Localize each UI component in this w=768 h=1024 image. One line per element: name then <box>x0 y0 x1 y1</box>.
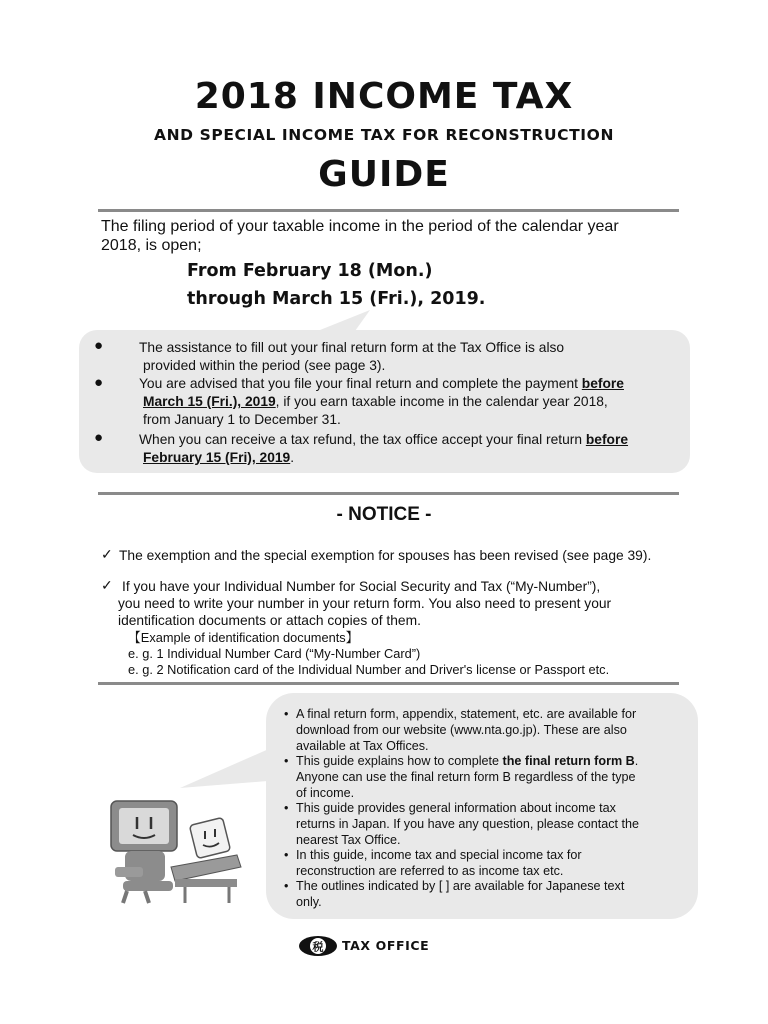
info-item: • The outlines indicated by [ ] are available for Japanese text only. <box>284 879 625 909</box>
example-item: e. g. 1 Individual Number Card (“My-Number Card”) <box>128 646 421 661</box>
bullet-dot: • <box>284 801 289 815</box>
tax-office-label: TAX OFFICE <box>342 938 430 953</box>
notice-item: The exemption and the special exemption for spouses has been revised (see page 39). <box>119 548 652 563</box>
bullet-dot: ● <box>94 374 104 391</box>
bullet-dot: ● <box>94 337 104 354</box>
notice-item: If you have your Individual Number for Social Security and Tax (“My-Number”), you need to write your number in your return form. You also need to present your identification documents or attach copies of them. <box>118 579 612 628</box>
document-subtitle: AND SPECIAL INCOME TAX FOR RECONSTRUCTION <box>153 126 615 144</box>
info-item: • A final return form, appendix, statement, etc. are available for download from our website (www.nta.go.jp). These are also available at Tax Offices. <box>284 707 637 753</box>
bullet-dot: • <box>284 879 289 893</box>
divider <box>98 209 679 212</box>
filing-intro <box>101 217 701 255</box>
tax-office-logo-icon <box>298 934 338 958</box>
document-guide-heading: GUIDE <box>318 154 450 195</box>
info-item: • This guide explains how to complete the final return form B. Anyone can use the final return form B regardless of the type of income. <box>284 754 639 800</box>
bullet-item: You are advised that you file your final return and complete the payment before March 15 (Fri.), 2019, if you earn taxable income in the calendar year 2018, from January 1 to December 31. <box>139 376 624 427</box>
info-item: • In this guide, income tax and special income tax for reconstruction are referred to as income tax etc. <box>284 848 582 878</box>
bullet-item: When you can receive a tax refund, the tax office accept your final return before February 15 (Fri), 2019. <box>139 432 629 465</box>
bullet-item: The assistance to fill out your final return form at the Tax Office is also provided within the period (see page 3). <box>139 340 565 373</box>
person-at-computer-illustration <box>105 795 245 905</box>
bullet-dot: ● <box>94 429 104 446</box>
bullet-dot: • <box>284 848 289 862</box>
check-icon: ✓ <box>101 546 113 562</box>
filing-intro-line: The filing period of your taxable income in the period of the calendar year <box>101 218 619 235</box>
tax-office-logo-glyph: 税 <box>312 940 324 954</box>
divider <box>98 492 679 495</box>
info-item: • This guide provides general information about income tax returns in Japan. If you have any question, please contact the nearest Tax Office. <box>284 801 640 847</box>
bullet-dot: • <box>284 754 289 768</box>
notice-title: - NOTICE - <box>336 504 432 525</box>
speech-bubble-tail <box>180 740 280 790</box>
filing-intro-line: 2018, is open; <box>101 237 202 254</box>
divider <box>98 682 679 685</box>
filing-period-through: through March 15 (Fri.), 2019. <box>187 289 486 309</box>
example-heading: 【Example of identification documents】 <box>128 630 359 645</box>
document-title: 2018 INCOME TAX <box>194 76 574 117</box>
example-item: e. g. 2 Notification card of the Individual Number and Driver's license or Passport etc. <box>128 662 610 677</box>
filing-period-from: From February 18 (Mon.) <box>187 261 433 281</box>
bullet-dot: • <box>284 707 289 721</box>
check-icon: ✓ <box>101 577 113 593</box>
